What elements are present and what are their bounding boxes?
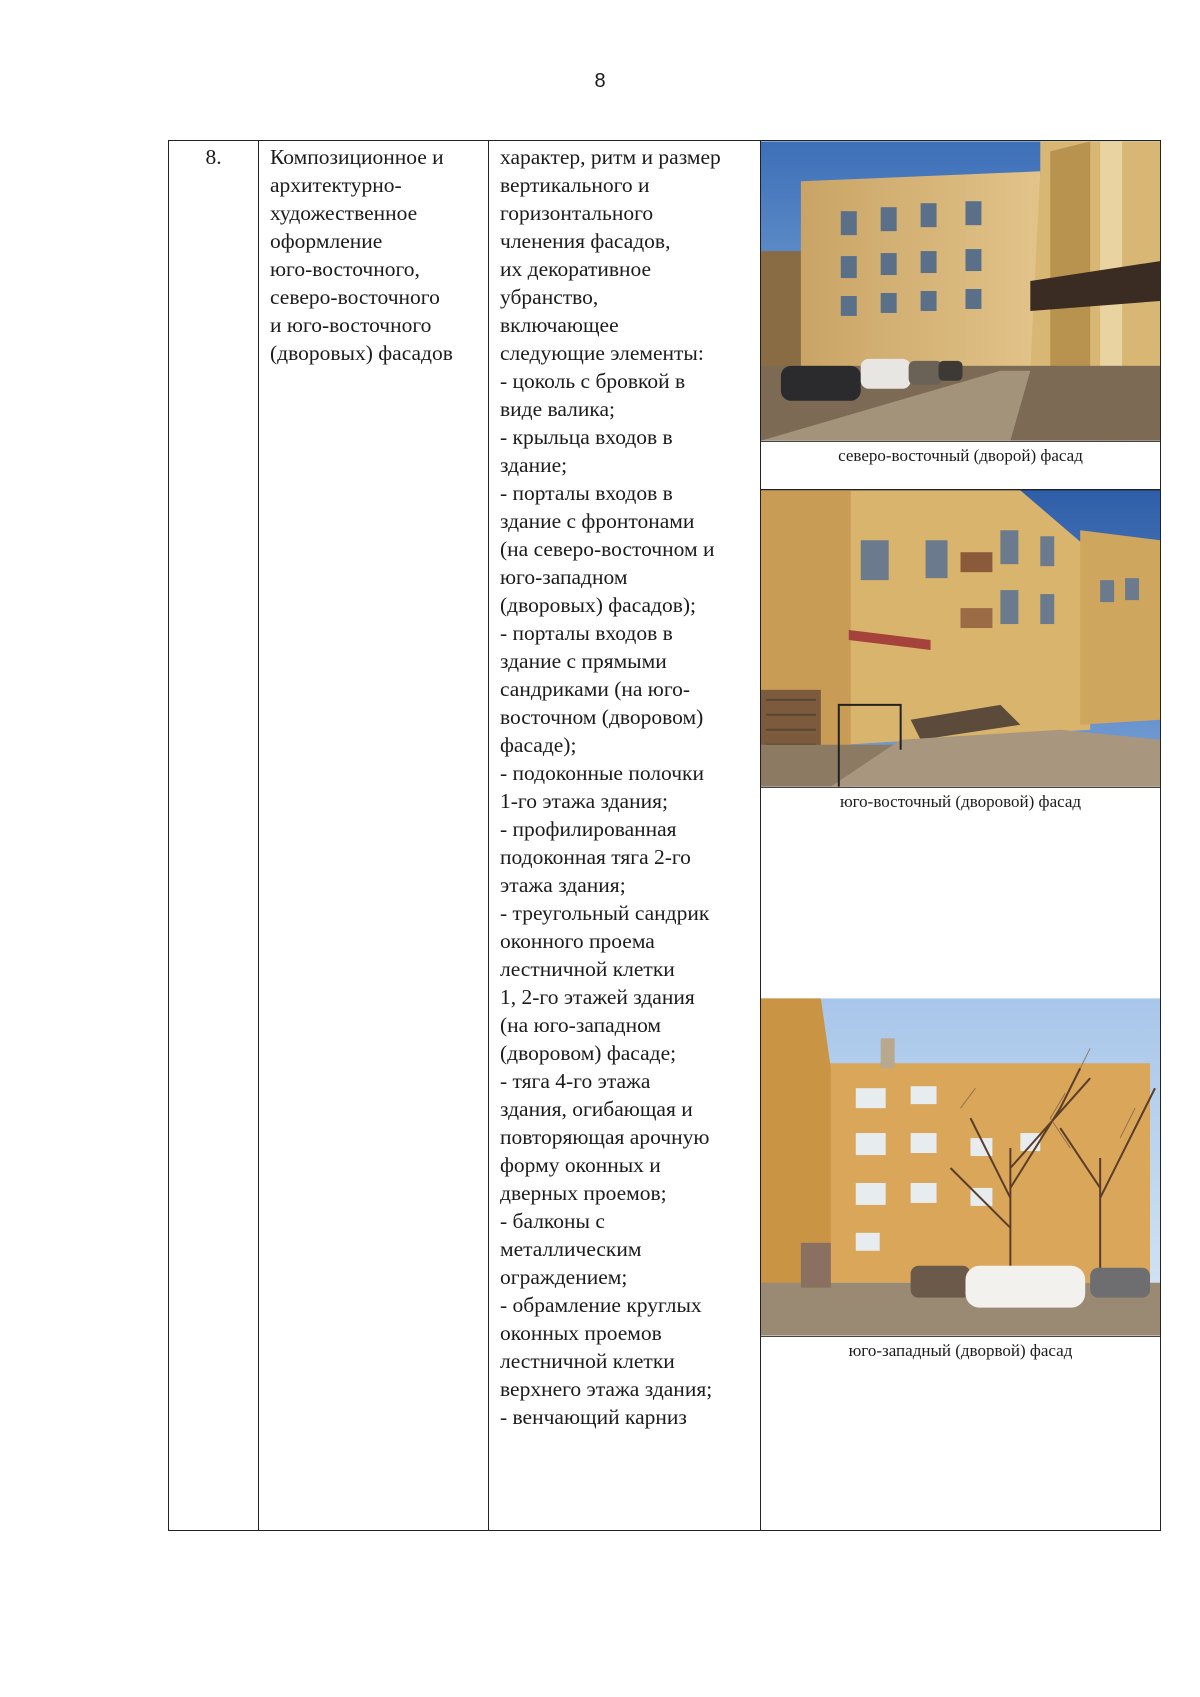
facade-photo-block-southwest [761, 998, 1160, 1362]
feature-name-line: и юго-восточного [270, 313, 432, 337]
description-line: этажа здания; [500, 873, 626, 897]
object-features-table [168, 140, 1161, 1531]
page-number: 8 [594, 70, 606, 92]
description-line: - тяга 4-го этажа [500, 1069, 651, 1093]
description-line: фасаде); [500, 733, 577, 757]
description-line: ограждением; [500, 1265, 628, 1289]
description-line: (дворовых) фасадов); [500, 593, 697, 617]
description-line: - венчающий карниз [500, 1405, 687, 1429]
feature-name-line: (дворовых) фасадов [270, 341, 453, 365]
description-line: повторяющая арочную [500, 1125, 710, 1149]
feature-description-text [489, 141, 760, 1431]
feature-name-cell [258, 141, 488, 1530]
description-line: - треугольный сандрик [500, 901, 710, 925]
feature-name-line: северо-восточного [270, 285, 440, 309]
description-line: здание с прямыми [500, 649, 667, 673]
description-line: здание с фронтонами [500, 509, 695, 533]
description-line: здания, огибающая и [500, 1097, 693, 1121]
description-line: - крыльца входов в [500, 425, 673, 449]
description-line: (дворовом) фасаде; [500, 1041, 677, 1065]
description-line: убранство, [500, 285, 599, 309]
description-line: характер, ритм и размер [500, 145, 721, 169]
description-line: членения фасадов, [500, 229, 671, 253]
description-line: горизонтального [500, 201, 654, 225]
description-line: следующие элементы: [500, 341, 704, 365]
feature-name-line: Композиционное и [270, 145, 444, 169]
facade-photo-block-northeast [761, 141, 1160, 467]
description-line: включающее [500, 313, 619, 337]
feature-name-line: оформление [270, 229, 383, 253]
southwest-facade-caption: юго-западный (дворвой) фасад [848, 1341, 1073, 1360]
description-line: лестничной клетки [500, 957, 675, 981]
description-line: 1, 2-го этажей здания [500, 985, 695, 1009]
northeast-facade-caption: северо-восточный (дворой) фасад [838, 446, 1083, 465]
description-line: вертикального и [500, 173, 650, 197]
description-line: - подоконные полочки [500, 761, 704, 785]
southwest-facade-photo [761, 998, 1160, 1337]
description-line: - балконы с [500, 1209, 605, 1233]
description-line: лестничной клетки [500, 1349, 675, 1373]
northeast-facade-photo [761, 141, 1160, 442]
description-line: - цоколь с бровкой в [500, 369, 686, 393]
description-line: (на юго-западном [500, 1013, 662, 1037]
description-line: дверных проемов; [500, 1181, 667, 1205]
description-line: - порталы входов в [500, 481, 673, 505]
description-line: (на северо-восточном и [500, 537, 715, 561]
feature-description-cell [488, 141, 760, 1530]
feature-name-line: художественное [270, 201, 418, 225]
description-line: 1-го этажа здания; [500, 789, 668, 813]
description-line: восточном (дворовом) [500, 705, 704, 729]
description-line: их декоративное [500, 257, 652, 281]
southeast-facade-photo [761, 490, 1160, 788]
description-line: - порталы входов в [500, 621, 673, 645]
description-line: виде валика; [500, 397, 615, 421]
description-line: форму оконных и [500, 1153, 661, 1177]
description-line: - обрамление круглых [500, 1293, 702, 1317]
description-line: сандриками (на юго- [500, 677, 691, 701]
description-line: юго-западном [500, 565, 628, 589]
feature-name-text [259, 141, 488, 367]
row-number: 8. [205, 145, 222, 169]
description-line: верхнего этажа здания; [500, 1377, 713, 1401]
description-line: подоконная тяга 2-го [500, 845, 691, 869]
description-line: здание; [500, 453, 568, 477]
southeast-facade-caption: юго-восточный (дворовой) фасад [839, 792, 1082, 811]
feature-name-line: юго-восточного, [270, 257, 420, 281]
facade-photo-block-southeast [761, 490, 1160, 813]
row-number-cell [169, 141, 258, 1530]
description-line: оконных проемов [500, 1321, 662, 1345]
facade-photos-cell [760, 141, 1160, 1530]
feature-name-line: архитектурно- [270, 173, 402, 197]
description-line: - профилированная [500, 817, 677, 841]
description-line: оконного проема [500, 929, 655, 953]
description-line: металлическим [500, 1237, 642, 1261]
